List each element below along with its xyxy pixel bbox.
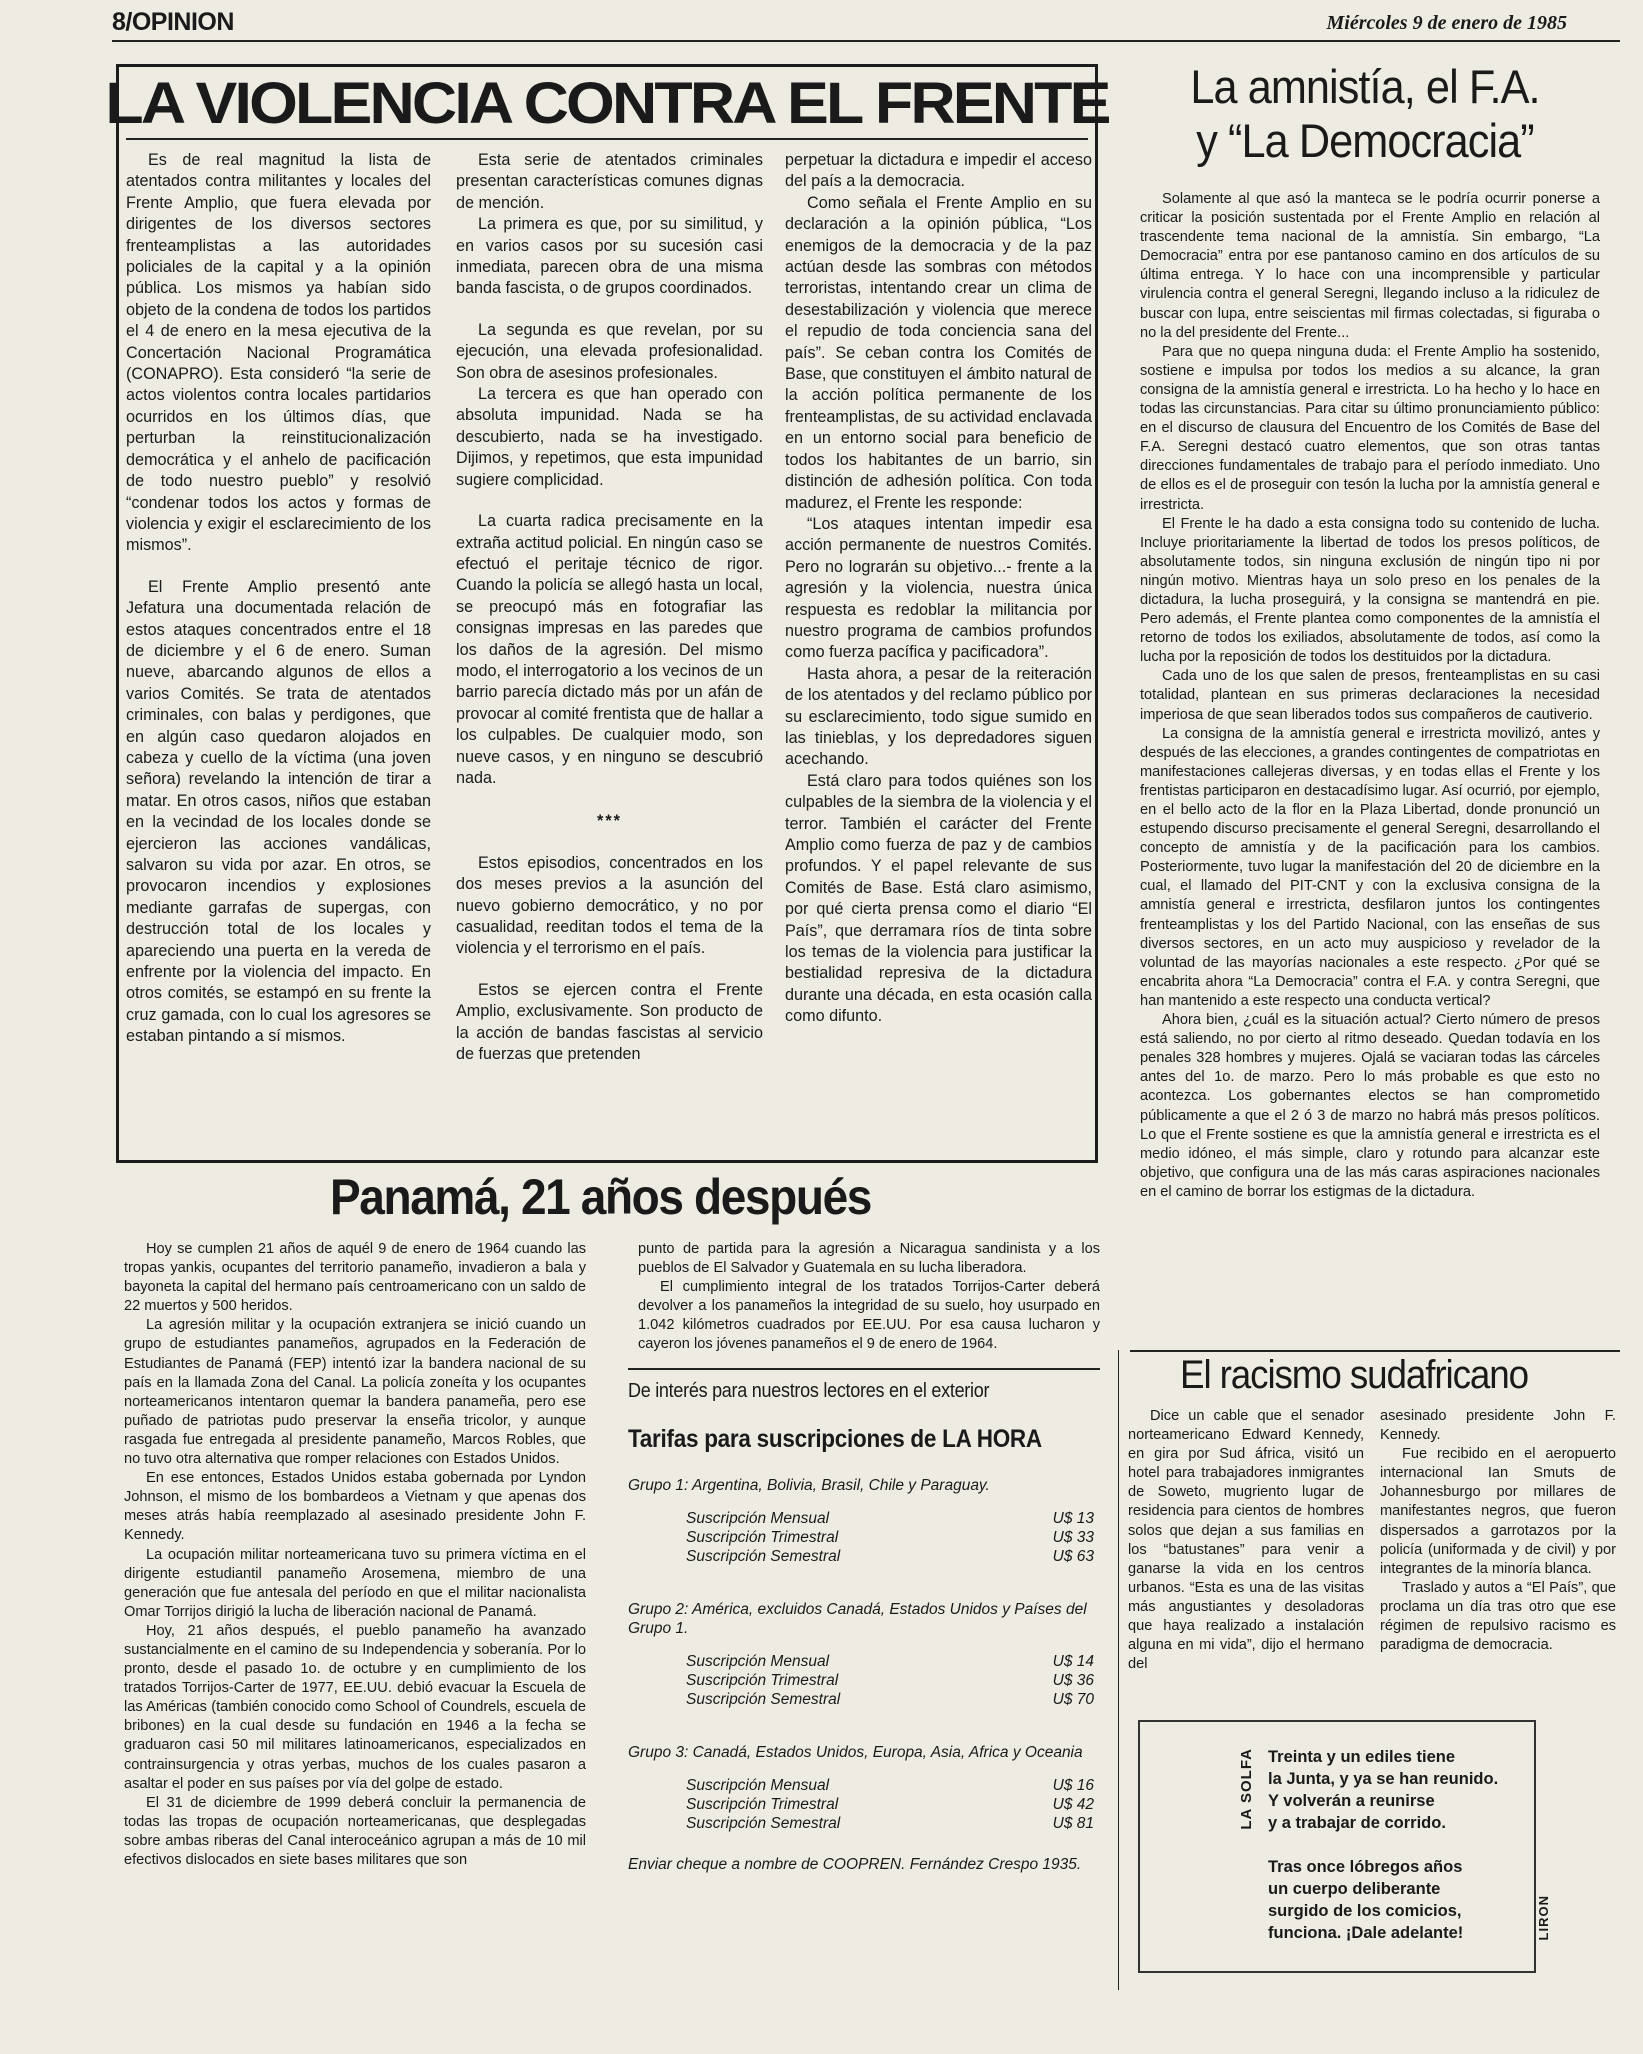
rates-title: Tarifas para suscripciones de LA HORA <box>628 1425 1042 1453</box>
rate-price: U$ 70 <box>1052 1691 1094 1708</box>
rate-label: Suscripción Semestral <box>686 1548 841 1565</box>
panama-column-1 <box>124 1240 586 1970</box>
paragraph: Hoy, 21 años después, el pueblo panameño ha avanzado sustancialmente en el camino de su Independencia y soberanía. Por lo pronto, desde el pasado 1o. de octubre y en cumplimiento de los tratados Torrijos-Carter de 1977, EE.UU. debió evacuar la Escuela de las Américas (también conocido como School of Coundrels, escuela de bribones) en la cual desde su fundación en 1946 a la fecha se graduaron casi 50 mil militares latinoamericanos, especializados en contrainsurgencia y otras yerbas, muchos de los cuales pasaron a asaltar el poder en sus países por vía del golpe de estado. <box>124 1622 586 1792</box>
paragraph: Para que no quepa ninguna duda: el Frente Amplio ha sostenido, sostiene e impulsa por todos los medios a su alcance, la gran consigna de la amnistía general e irrestricta. Lo ha hecho y lo hace en todas las circunstancias. Para citar su último pronunciamiento público: en el discurso de clausura del Encuentro de los Comités de Base del F.A. Seregni destacó cuatro elementos, que son otras tantas direcciones fundamentales de trabajo para el período inmediato. Uno de ellos es el de proseguir con tesón la lucha por la amnistía general e irrestricta. <box>1140 343 1600 513</box>
rate-row <box>628 1671 1108 1690</box>
rate-row <box>628 1795 1108 1814</box>
violencia-column-1 <box>126 150 431 1153</box>
paragraph: Estos episodios, concentrados en los dos meses previos a la asunción del nuevo gobierno democrático, y no por casualidad, reeditan todos el tema de la violencia y el terrorismo en el país. <box>456 853 763 958</box>
paragraph: punto de partida para la agresión a Nicaragua sandinista y a los pueblos de El Salvador y Guatemala en su lucha liberadora. <box>638 1241 1100 1277</box>
verse-line: la Junta, y ya se han reunido. <box>1268 1770 1499 1788</box>
paragraph: La segunda es que revelan, por su ejecución, una elevada profesionalidad. Son obra de asesinos profesionales. <box>456 320 763 382</box>
paragraph: “Los ataques intentan impedir esa acción permanente de nuestros Comités. Pero no lograrán su objetivo...- frente a la agresión y la violencia, nuestra única respuesta es redoblar la militancia por nuestro programa de cambios profundos como fuerza pacífica y pacificadora”. <box>785 514 1092 662</box>
rates-footer: Enviar cheque a nombre de COOPREN. Fernández Crespo 1935. <box>628 1856 1082 1873</box>
rate-price: U$ 14 <box>1052 1653 1094 1670</box>
rate-row <box>628 1814 1108 1833</box>
verse-line: Treinta y un ediles tiene <box>1268 1748 1456 1766</box>
amnistia-headline-line-1: La amnistía, el F.A. <box>1190 60 1540 113</box>
racismo-headline: El racismo sudafricano <box>1180 1353 1528 1397</box>
paragraph: Dice un cable que el senador norteamericano Edward Kennedy, en gira por Sud áfrica, visitó un hotel para trabajadores inmigrantes de Soweto, mugriento lugar de residencia para cientos de hombres solos que dejan a sus familias en los “batustanes” para venir a ganarse la vida en los centros urbanos. “Esta es una de las visitas más angustiantes y desoladoras que haya realizado a instalación alguna en mi vida”, dijo el hermano del <box>1128 1408 1364 1673</box>
subscription-rates <box>628 1380 1108 1874</box>
paragraph: La ocupación militar norteamericana tuvo su primera víctima en el dirigente estudiantil panameño Arosemena, miembro de una generación que fue antesala del período en que el militar nacionalista Omar Torrijos dirigió la lucha de liberación nacional de Panamá. <box>124 1546 586 1620</box>
rate-price: U$ 36 <box>1052 1672 1094 1689</box>
paragraph: La consigna de la amnistía general e irrestricta movilizó, antes y después de las elecciones, a grandes contingentes de compatriotas en manifestaciones callejeras diversas, y en todas ellas el Frente y los frentistas participaron en destacadísimo lugar. Así ocurrió, por ejemplo, en el bello acto de la flor en la Plaza Libertad, donde pronunció un estupendo discurso precisamente el general Seregni, desarrollando el concepto de amnistía y de la pacificación para los cambios. Posteriormente, tuvo lugar la manifestación del 20 de diciembre en la cual, el llamado del PIT-CNT y con la exclusiva consigna de la amnistía general e irrestricta, desfilaron juntos los contingentes frenteamplistas y los del Partido Nacional, con las enseñas de sus diversos sectores, en un acto muy auspicioso y revelador de la voluntad de las mayorías nacionales a este respecto. ¿Por qué se encabrita ahora “La Democracia” contra el F.A. y contra Seregni, que han mantenido a este respecto una conducta vertical? <box>1140 725 1600 1009</box>
racismo-top-rule <box>1130 1350 1620 1352</box>
paragraph: Está claro para todos quiénes son los culpables de la siembra de la violencia y el terror. También el carácter del Frente Amplio como fuerza de paz y de cambios profundos. Y el papel relevante de sus Comités de Base. Está claro asimismo, por qué cierta prensa como el diario “El País”, que derramara ríos de tinta sobre los temas de la violencia para justificar la bestialidad represiva de la dictadura durante una década, en esta ocasión calla como difunto. <box>785 771 1092 1026</box>
paragraph: Hoy se cumplen 21 años de aquél 9 de enero de 1964 cuando las tropas yankis, ocupantes del territorio panameño, invadieron a bala y bayoneta la capital del hermano país centroamericano con un saldo de 22 muertos y 500 heridos. <box>124 1241 586 1315</box>
issue-date: Miércoles 9 de enero de 1985 <box>1326 12 1567 34</box>
rate-label: Suscripción Trimestral <box>686 1672 839 1689</box>
paragraph: Estos se ejercen contra el Frente Amplio, exclusivamente. Son producto de la acción de bandas fascistas al servicio de fuerzas que pretenden <box>456 980 763 1064</box>
rate-group-name: Grupo 2: América, excluidos Canadá, Estados Unidos y Países del Grupo 1. <box>628 1601 1087 1637</box>
paragraph: Como señala el Frente Amplio en su declaración a la opinión pública, “Los enemigos de la democracia y de la paz actúan desde las sombras con métodos terroristas, intentando crear un clima de desestabilización y violencia que merece el repudio de toda conciencia sana del país”. Se ceban contra los Comités de Base, que constituyen el ámbito natural de la acción política permanente de los frenteamplistas, de su actividad enclavada en un entorno social para beneficio de todos los habitantes de un barrio, sin distinción de adhesión política. Con toda madurez, el Frente les responde: <box>785 193 1092 512</box>
paragraph: Solamente al que asó la manteca se le podría ocurrir ponerse a criticar la posición sustentada por el Frente Amplio en relación al trascendente tema nacional de la amnistía. Sin embargo, “La Democracia” entra por ese pantanoso camino en dos artículos de su última entrega. Y lo hace con una incomprensible y particular virulencia contra el general Seregni, llegando incluso a la ridiculez de buscar con lupa, entre seiscientas mil firmas colectadas, si figuraba o no la del presidente del Frente... <box>1140 191 1600 341</box>
paragraph: Esta serie de atentados criminales presentan características comunes dignas de mención. <box>456 151 763 212</box>
paragraph: Hasta ahora, a pesar de la reiteración de los atentados y del reclamo público por su esclarecimiento, todo sigue sumido en las tinieblas, y los depredadores siguen acechando. <box>785 664 1092 769</box>
verse-line: y a trabajar de corrido. <box>1268 1814 1446 1832</box>
violencia-headline-rule <box>126 138 1088 140</box>
paragraph: Es de real magnitud la lista de atentados contra militantes y locales del Frente Amplio, que fuera elevada por dirigentes de los diversos sectores frenteamplistas a las autoridades policiales de la capital y a la opinión pública. Los mismos ya habían sido objeto de la condena de todos los partidos el 4 de enero en la mesa ejecutiva de la Concertación Nacional Programática (CONAPRO). Esta consideró “la serie de actos violentos contra locales partidarios ocurridos en los últimos días, que perturban la reinstitucionalización democrática y el anhelo de pacificación de todo nuestro pueblo” y resolvió “condenar todos los actos y formas de violencia y exigir el esclarecimiento de los mismos”. <box>126 151 431 555</box>
masthead-rule <box>112 40 1620 42</box>
rate-label: Suscripción Trimestral <box>686 1796 839 1813</box>
paragraph: En ese entonces, Estados Unidos estaba gobernada por Lyndon Johnson, el mismo de los bombardeos a Vietnam y que apenas dos meses atrás había reemplazado al asesinado presidente John F. Kennedy. <box>124 1470 586 1544</box>
racismo-column-1 <box>1128 1407 1364 1707</box>
rate-label: Suscripción Mensual <box>686 1777 830 1794</box>
paragraph: La primera es que, por su similitud, y en varios casos por su sucesión casi inmediata, parecen obra de una misma banda fascista, o de grupos coordinados. <box>456 215 763 298</box>
section-break-stars: *** <box>597 812 622 831</box>
rate-price: U$ 42 <box>1052 1796 1094 1813</box>
violencia-column-2 <box>456 150 763 1153</box>
rate-price: U$ 33 <box>1052 1529 1094 1546</box>
rate-label: Suscripción Semestral <box>686 1815 841 1832</box>
rate-row <box>628 1652 1108 1671</box>
paragraph: Traslado y autos a “El País”, que proclama un día tras otro que ese régimen de repulsivo racismo es paradigma de democracia. <box>1380 1579 1616 1654</box>
column-divider <box>1118 1350 1119 1990</box>
verse-line: Tras once lóbregos años <box>1268 1858 1463 1876</box>
paragraph: El cumplimiento integral de los tratados Torrijos-Carter deberá devolver a los panameños la integridad de su suelo, hoy usurpado en 1.042 kilómetros cuadrados por EE.UU. Por esa causa lucharon y cayeron los jóvenes panameños el 9 de enero de 1964. <box>638 1279 1100 1353</box>
amnistia-body <box>1140 190 1600 1340</box>
verse-line: surgido de los comicios, <box>1268 1902 1462 1920</box>
paragraph: La cuarta radica precisamente en la extraña actitud policial. En ningún caso se efectuó el peritaje técnico de rigor. Cuando la policía se allegó hasta un local, se preocupó más en fotografiar las consignas impresas en las paredes que los daños de la agresión. Del mismo modo, el interrogatorio a los vecinos de un barrio parecía dictado más por un afán de provocar al comité frentista que de hallar a los culpables. De cualquier modo, son nueve casos, y en ninguno se descubrió nada. <box>456 512 763 787</box>
paragraph: Cada uno de los que salen de presos, frenteamplistas en su casi totalidad, plantean en sus primeras declaraciones la necesidad imperiosa de que sean liberados todos sus compañeros de cautiverio. <box>1140 668 1600 723</box>
paragraph: El 31 de diciembre de 1999 deberá concluir la permanencia de todas las tropas de ocupación norteamericanas, que desplegadas sobre ambas riberas del Canal interoceánico agrupan a más de 10 mil efectivos dislocados en siete bases militares que son <box>124 1794 586 1868</box>
paragraph: Ahora bien, ¿cuál es la situación actual? Cierto número de presos está saliendo, no por cierto al ritmo deseado. Quedan todavía en los penales 328 hombres y mujeres. Ojalá se vaciaran todas las cárceles antes del 1o. de marzo. Pero lo más probable es que esto no acontezca. Los gobernantes electos se han comprometido públicamente a que el 2 ó 3 de marzo no habrá más presos políticos. Lo que el Frente sostiene es que la amnistía general e irrestricta es el medio idóneo, el más simple, claro y rotundo para alcanzar este objetivo, que configura una de las más caras aspiraciones nacionales en el camino de borrar los estigmas de la dictadura. <box>1140 1012 1600 1200</box>
rate-price: U$ 63 <box>1052 1548 1094 1565</box>
verse-line: un cuerpo deliberante <box>1268 1880 1441 1898</box>
rate-price: U$ 81 <box>1052 1815 1094 1832</box>
rate-group-name: Grupo 1: Argentina, Bolivia, Brasil, Chile y Paraguay. <box>628 1477 990 1494</box>
paragraph: Fue recibido en el aeropuerto internacional Ian Smuts de Johannesburgo por millares de manifestantes negros, que fueron dispersados a garrotazos por la policía (uniformada y de civil) y por integrantes de la minoría blanca. <box>1380 1446 1616 1577</box>
rates-header: De interés para nuestros lectores en el exterior <box>628 1380 990 1402</box>
la-solfa-verses <box>1268 1746 1528 1944</box>
rate-row <box>628 1528 1108 1547</box>
rate-label: Suscripción Mensual <box>686 1510 830 1527</box>
amnistia-headline <box>1167 60 1563 168</box>
rate-row <box>628 1776 1108 1795</box>
rate-row <box>628 1690 1108 1709</box>
section-label: 8/OPINION <box>112 8 234 36</box>
panama-column-2 <box>638 1240 1100 1360</box>
rate-price: U$ 13 <box>1052 1510 1094 1527</box>
paragraph: El Frente le ha dado a esta consigna todo su contenido de lucha. Incluye prioritariamente la libertad de todos los presos políticos, de absolutamente todos, sin ninguna exclusión de ningún tipo ni por ningún motivo. Mientras haya un solo preso en los penales de la dictadura, la lucha proseguirá, y la consigna se mantendrá en pie. Pero además, el Frente plantea como componentes de la amnistía el retorno de todos los exiliados, absolutamente de todos, así como la lucha por la reposición de todos los destituidos por la dictadura. <box>1140 515 1600 666</box>
rate-price: U$ 16 <box>1052 1777 1094 1794</box>
racismo-column-2 <box>1380 1407 1616 1707</box>
rate-row <box>628 1547 1108 1566</box>
verse-line: Y volverán a reunirse <box>1268 1792 1435 1810</box>
paragraph: La agresión militar y la ocupación extranjera se inició cuando un grupo de estudiantes panameños, agrupados en la Federación de Estudiantes de Panamá (FEP) intentó izar la bandera nacional de su país en la llamada Zona del Canal. La policía zoneíta y los ocupantes norteamericanos intentaron quemar la bandera panameña, pero ese puñado de patriotas pudo preservar la enseña tricolor, y aunque rasgada fue entregada al presidente panameño, Marcos Robles, que no tuvo otra alternativa que romper relaciones con Estados Unidos. <box>124 1317 586 1468</box>
rate-group-name: Grupo 3: Canadá, Estados Unidos, Europa, Asia, Africa y Oceania <box>628 1744 1083 1761</box>
panama-headline: Panamá, 21 años después <box>330 1169 871 1225</box>
violencia-column-3 <box>785 150 1092 1153</box>
la-solfa-signature: LIRON <box>1536 1895 1551 1941</box>
la-solfa-label: LA SOLFA <box>1238 1748 1255 1830</box>
paragraph: El Frente Amplio presentó ante Jefatura una documentada relación de estos ataques concentrados entre el 18 de diciembre y el 6 de enero. Suman nueve, abarcando algunos de ellos a varios Comités. Se trata de atentados criminales, con balas y perdigones, que en algún caso quedaron alojados en cabeza y cuello de la víctima (una joven señora) revelando la intención de tirar a matar. En otros casos, niños que estaban en la vecindad de los locales donde se ejercieron las acciones vandálicas, salvaron su vida por azar. En otros, se provocaron incendios y explosiones mediante garrafas de supergas, con destrucción total de los locales y apareciendo una puerta en la vereda de enfrente por la violencia del impacto. En otros comités, se estampó en su frente la cruz gamada, con lo cual los agresores se estaban pintando a sí mismos. <box>126 577 431 1046</box>
rate-row <box>628 1509 1108 1528</box>
verse-line: funciona. ¡Dale adelante! <box>1268 1924 1464 1942</box>
violencia-headline: LA VIOLENCIA CONTRA EL FRENTE <box>105 71 1109 136</box>
rate-label: Suscripción Mensual <box>686 1653 830 1670</box>
paragraph: perpetuar la dictadura e impedir el acceso del país a la democracia. <box>785 151 1092 191</box>
rate-label: Suscripción Trimestral <box>686 1529 839 1546</box>
amnistia-headline-line-2: y “La Democracia” <box>1196 114 1534 167</box>
paragraph: asesinado presidente John F. Kennedy. <box>1380 1408 1616 1444</box>
panama-divider <box>628 1368 1100 1370</box>
paragraph: La tercera es que han operado con absoluta impunidad. Nada se ha descubierto, nada se ha investigado. Dijimos, y repetimos, que esta impunidad sugiere complicidad. <box>456 385 763 489</box>
rate-label: Suscripción Semestral <box>686 1691 841 1708</box>
